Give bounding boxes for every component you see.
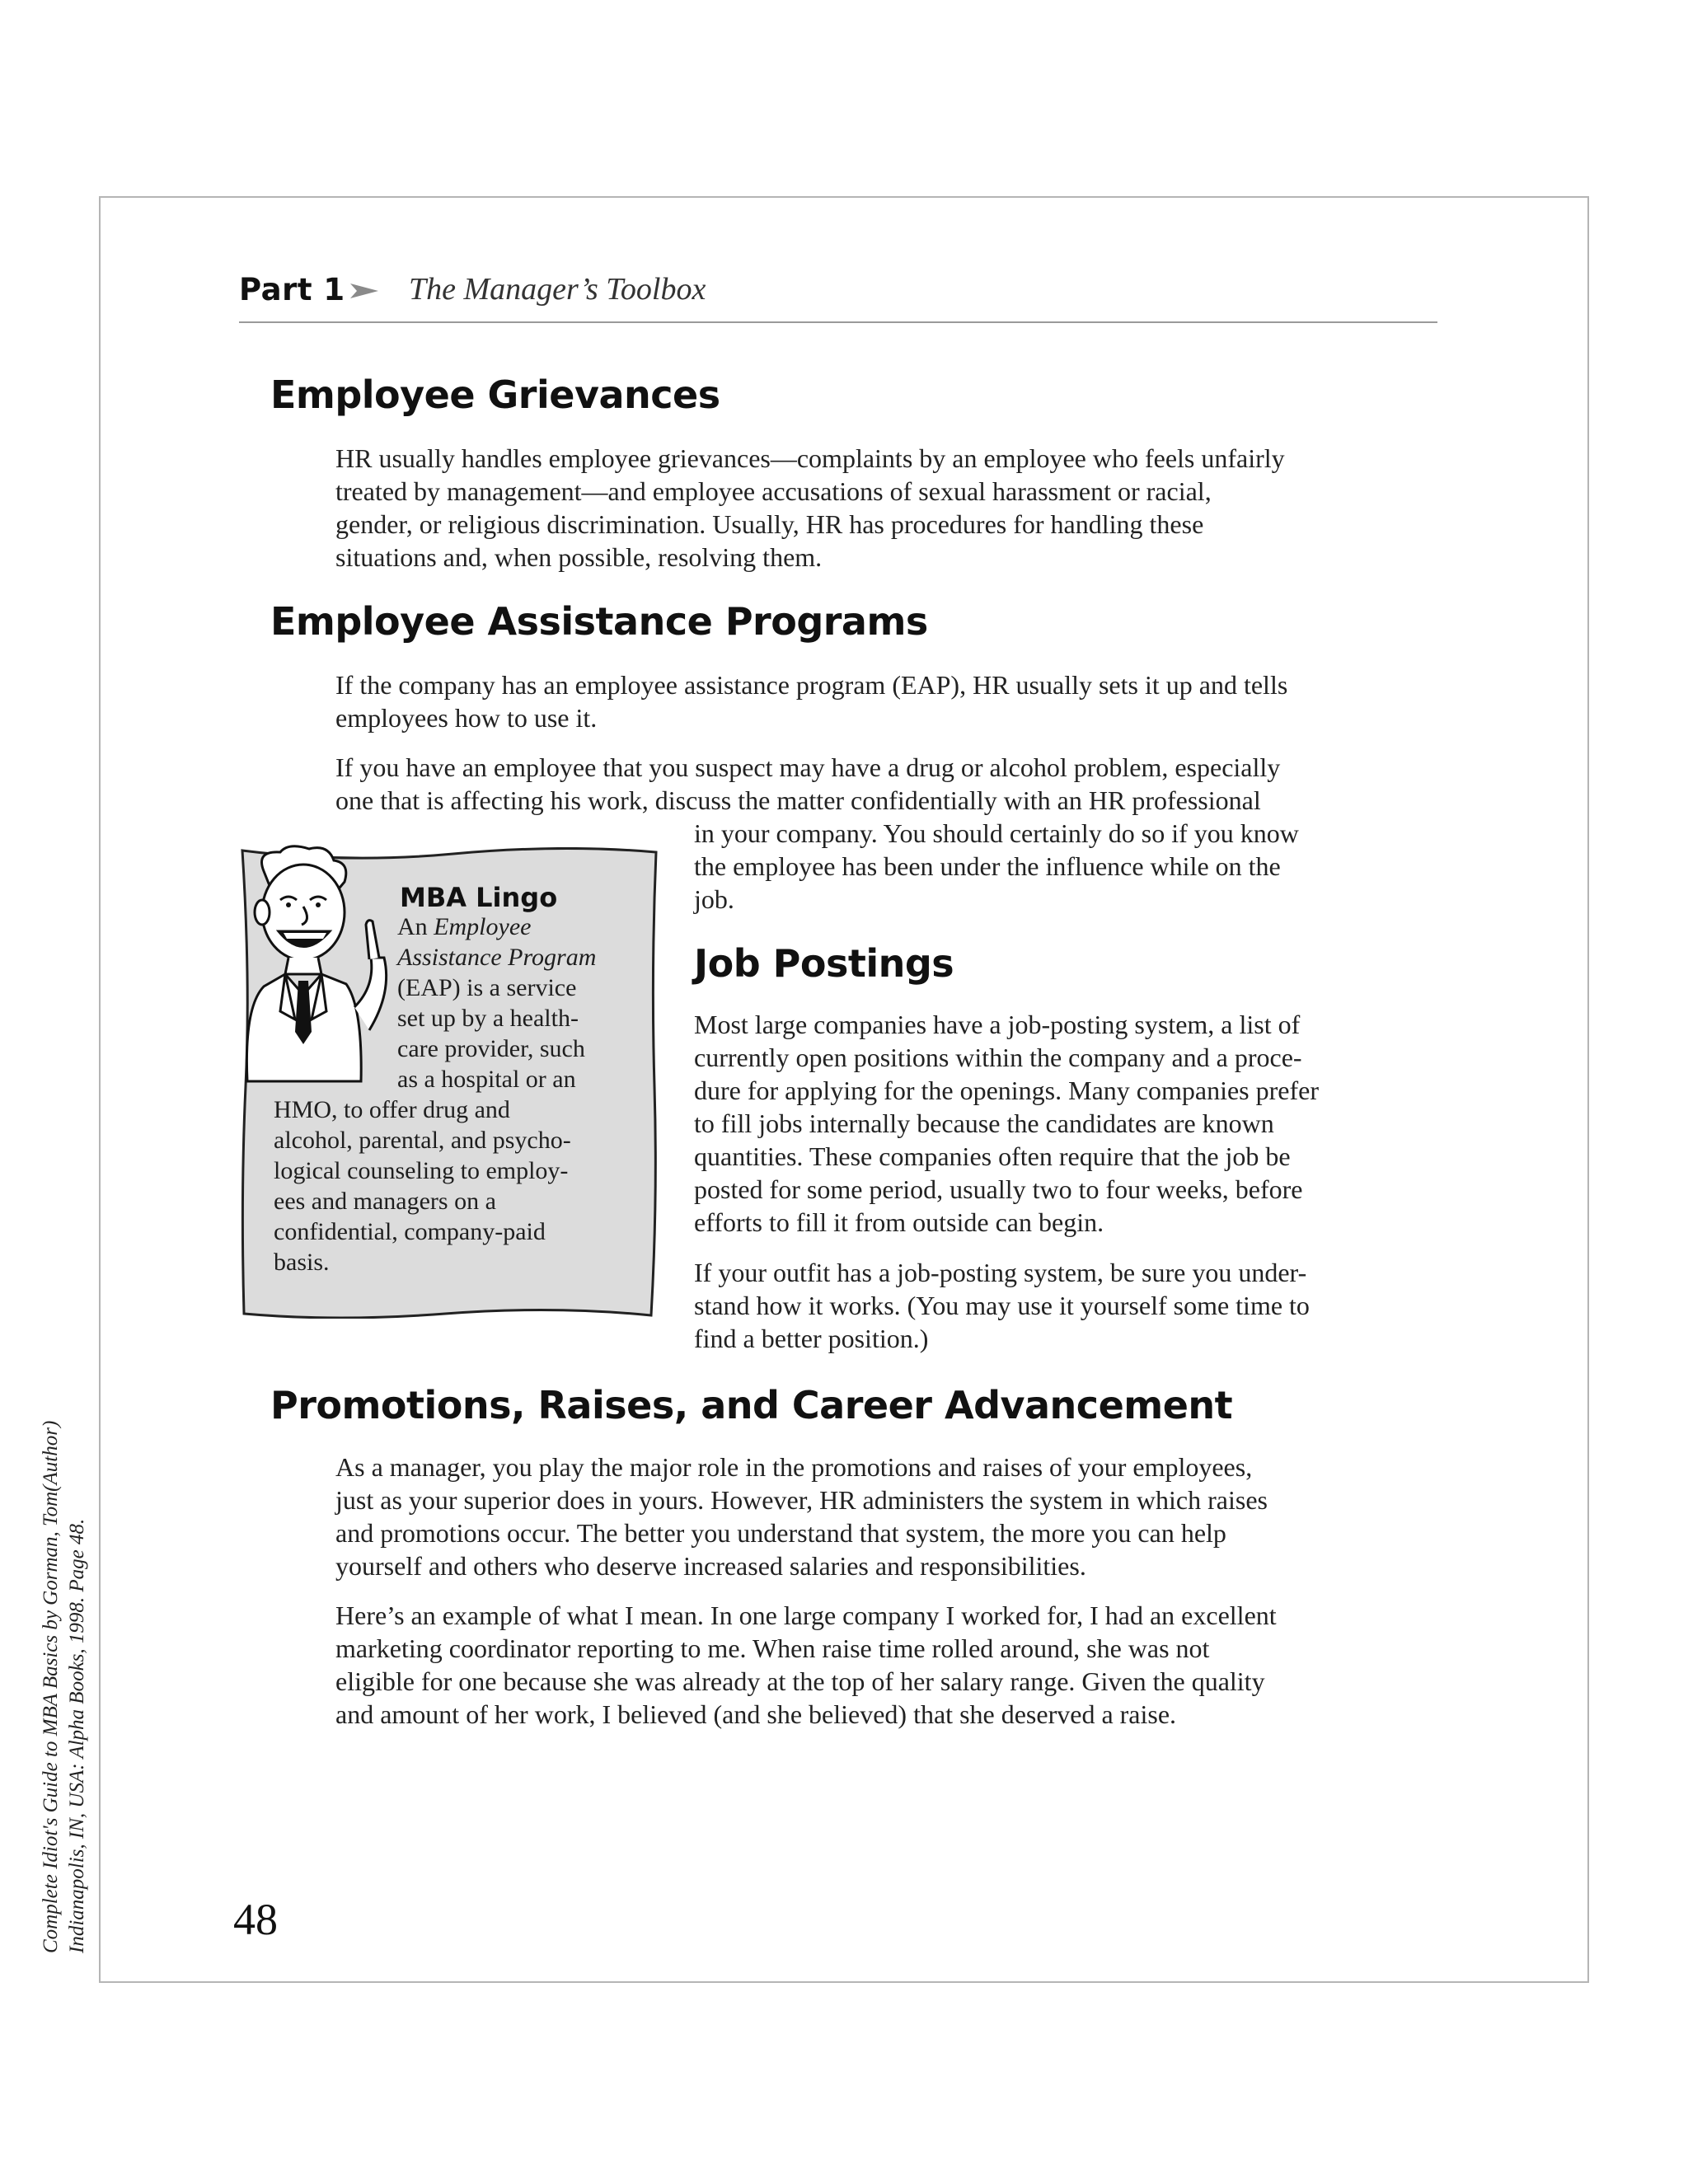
text-line: Most large companies have a job-posting system, a list of xyxy=(694,1010,1301,1039)
sidebar-title: MBA Lingo xyxy=(400,882,558,913)
chapter-title: The Manager’s Toolbox xyxy=(409,272,706,307)
text-line: currently open positions within the company and a proce- xyxy=(694,1043,1302,1072)
citation-text xyxy=(38,1376,91,1953)
page-number: 48 xyxy=(233,1895,278,1944)
section-heading-grievances: Employee Grievances xyxy=(270,373,720,417)
text-line: quantities. These companies often require that the job be xyxy=(694,1141,1291,1171)
text-line: If you have an employee that you suspect may have a drug or alcohol problem, especially xyxy=(335,752,1281,782)
sidebar-text-roman: (EAP) is a service xyxy=(397,974,577,1001)
sidebar-text-roman: An xyxy=(397,913,434,940)
text-line: marketing coordinator reporting to me. When raise time rolled around, she was not xyxy=(335,1633,1210,1663)
text-line: efforts to fill it from outside can begin. xyxy=(694,1207,1104,1237)
text-line: just as your superior does in yours. However, HR administers the system in which raises xyxy=(335,1485,1268,1515)
arrowhead-icon xyxy=(349,282,380,300)
sidebar-text-roman: alcohol, parental, and psycho- xyxy=(274,1127,571,1154)
text-line: to fill jobs internally because the candidates are known xyxy=(694,1108,1274,1138)
job-postings-paragraph-2 xyxy=(694,1256,1310,1355)
text-line: dure for applying for the openings. Many companies prefer xyxy=(694,1076,1319,1105)
sidebar-definition xyxy=(274,912,636,1277)
sidebar-text-line xyxy=(274,912,636,942)
sidebar-text-line xyxy=(274,972,636,1003)
part-label: Part 1 xyxy=(239,272,345,307)
citation-line-1: Complete Idiot's Guide to MBA Basics by Gorman, Tom(Author) xyxy=(40,1420,62,1953)
sidebar-text-line xyxy=(274,1186,636,1216)
section-heading-eap: Employee Assistance Programs xyxy=(270,599,928,644)
sidebar-text-line xyxy=(274,1155,636,1186)
grievances-paragraph xyxy=(335,442,1285,574)
sidebar-text-line xyxy=(274,1003,636,1033)
sidebar-text-roman: HMO, to offer drug and xyxy=(274,1096,510,1123)
text-line: treated by management—and employee accusations of sexual harassment or racial, xyxy=(335,476,1212,506)
sidebar-text-roman: confidential, company-paid xyxy=(274,1218,546,1245)
sidebar-text-line xyxy=(274,1125,636,1155)
sidebar-text-roman: care provider, such xyxy=(397,1035,585,1062)
promotions-paragraph-2 xyxy=(335,1599,1277,1731)
sidebar-text-line xyxy=(274,1094,636,1125)
text-line: gender, or religious discrimination. Usually, HR has procedures for handling these xyxy=(335,509,1204,539)
eap-paragraph-1 xyxy=(335,668,1287,734)
text-line: find a better position.) xyxy=(694,1324,929,1353)
sidebar-text-roman: logical counseling to employ- xyxy=(274,1157,569,1184)
text-line: posted for some period, usually two to four weeks, before xyxy=(694,1174,1303,1204)
text-line: job. xyxy=(694,884,734,914)
text-line: stand how it works. (You may use it yourself some time to xyxy=(694,1291,1310,1320)
text-line: Here’s an example of what I mean. In one large company I worked for, I had an excellent xyxy=(335,1601,1277,1630)
sidebar-text-line xyxy=(274,1033,636,1064)
text-line: eligible for one because she was already at the top of her salary range. Given the quality xyxy=(335,1666,1265,1696)
sidebar-text-line xyxy=(274,1216,636,1247)
job-postings-paragraph-1 xyxy=(694,1008,1319,1239)
text-line: employees how to use it. xyxy=(335,703,598,733)
sidebar-text-roman: as a hospital or an xyxy=(397,1066,576,1093)
mba-lingo-sidebar xyxy=(239,847,659,1319)
text-line: one that is affecting his work, discuss the matter confidentially with an HR professional xyxy=(335,785,1261,815)
text-line: and promotions occur. The better you understand that system, the more you can help xyxy=(335,1518,1226,1548)
text-line: yourself and others who deserve increased salaries and responsibilities. xyxy=(335,1551,1086,1581)
running-head xyxy=(239,269,1437,323)
sidebar-text-line xyxy=(274,942,636,972)
sidebar-text-roman: set up by a health- xyxy=(397,1005,579,1032)
text-line: in your company. You should certainly do so if you know xyxy=(694,818,1299,848)
citation-line-2: Indianapolis, IN, USA: Alpha Books, 1998. Page 48. xyxy=(66,1518,88,1953)
section-heading-promotions: Promotions, Raises, and Career Advancement xyxy=(270,1383,1233,1427)
promotions-paragraph-1 xyxy=(335,1451,1268,1582)
section-heading-job-postings: Job Postings xyxy=(694,941,954,986)
text-line: If the company has an employee assistance program (EAP), HR usually sets it up and tells xyxy=(335,670,1288,700)
text-line: As a manager, you play the major role in the promotions and raises of your employees, xyxy=(335,1452,1253,1482)
sidebar-text-roman: ees and managers on a xyxy=(274,1188,496,1215)
sidebar-text-italic: Employee xyxy=(434,913,532,940)
text-line: and amount of her work, I believed (and she believed) that she deserved a raise. xyxy=(335,1699,1177,1729)
sidebar-text-italic: Assistance Program xyxy=(397,944,597,971)
text-line: If your outfit has a job-posting system, be sure you under- xyxy=(694,1258,1307,1287)
eap-paragraph-2-continued xyxy=(694,817,1299,916)
text-line: HR usually handles employee grievances—complaints by an employee who feels unfairly xyxy=(335,443,1285,473)
text-line: situations and, when possible, resolving them. xyxy=(335,542,823,572)
sidebar-text-line xyxy=(274,1247,636,1277)
sidebar-text-line xyxy=(274,1064,636,1094)
text-line: the employee has been under the influence while on the xyxy=(694,851,1281,881)
eap-paragraph-2 xyxy=(335,751,1280,817)
sidebar-text-roman: basis. xyxy=(274,1249,330,1276)
